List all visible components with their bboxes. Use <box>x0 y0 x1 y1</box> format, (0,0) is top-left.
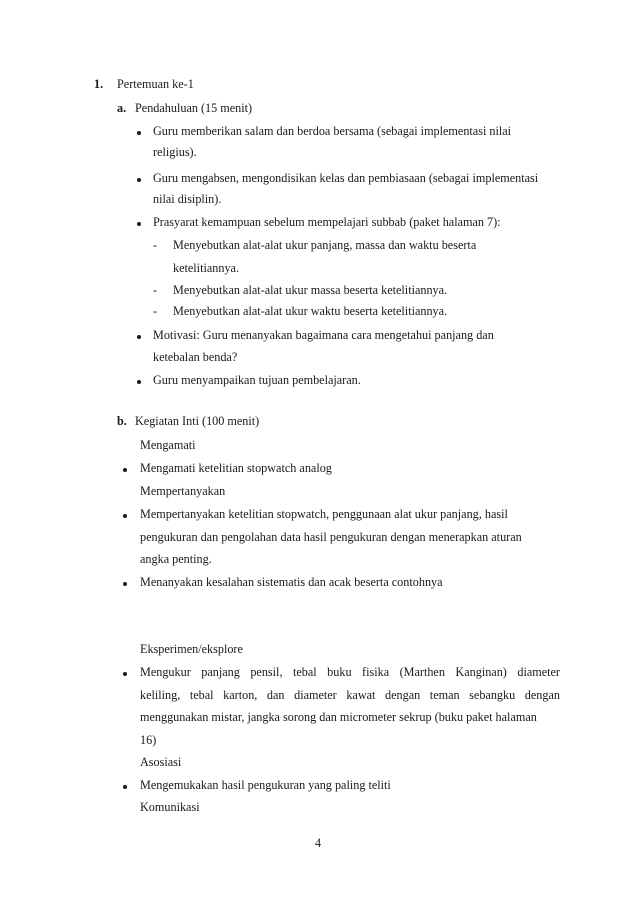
list-item-continuation: pengukuran dan pengolahan data hasil pengukuran dengan menerapkan aturan <box>140 530 522 544</box>
bullet-icon <box>123 514 127 518</box>
list-item-continuation: ketebalan benda? <box>153 350 238 364</box>
bullet-icon <box>123 785 127 789</box>
list-item-continuation: angka penting. <box>140 552 212 566</box>
sub-list-item: Menyebutkan alat-alat ukur massa beserta ketelitiannya. <box>173 283 448 297</box>
list-item: Guru menyampaikan tujuan pembelajaran. <box>153 373 361 387</box>
list-item: Menanyakan kesalahan sistematis dan acak beserta contohnya <box>140 575 443 589</box>
subheading-asosiasi: Asosiasi <box>140 755 182 769</box>
sub-list-item-continuation: ketelitiannya. <box>173 261 239 275</box>
subheading-eksperimen: Eksperimen/eksplore <box>140 642 243 656</box>
list-item: Mengukur panjang pensil, tebal buku fisika (Marthen Kanginan) diameter <box>140 665 560 679</box>
sub-list-item: Menyebutkan alat-alat ukur panjang, massa dan waktu beserta <box>173 238 477 252</box>
section-a-title: Pendahuluan (15 menit) <box>135 101 253 115</box>
dash-icon: - <box>153 283 158 297</box>
dash-icon: - <box>153 238 158 252</box>
section-b-title: Kegiatan Inti (100 menit) <box>135 414 260 428</box>
list-item-continuation: 16) <box>140 733 157 747</box>
sub-list-item: Menyebutkan alat-alat ukur waktu beserta ketelitiannya. <box>173 304 448 318</box>
list-item: Mengemukakan hasil pengukuran yang paling teliti <box>140 778 391 792</box>
bullet-icon <box>137 178 141 182</box>
list-item-continuation: religius). <box>153 145 197 159</box>
page-number: 4 <box>315 836 322 850</box>
list-item: Mempertanyakan ketelitian stopwatch, penggunaan alat ukur panjang, hasil <box>140 507 508 521</box>
bullet-icon <box>137 380 141 384</box>
bullet-icon <box>137 335 141 339</box>
list-item: Mengamati ketelitian stopwatch analog <box>140 461 332 475</box>
subheading-mengamati: Mengamati <box>140 438 196 452</box>
dash-icon: - <box>153 304 158 318</box>
heading-title: Pertemuan ke-1 <box>117 77 194 91</box>
heading-number: 1. <box>94 77 104 91</box>
list-item: Prasyarat kemampuan sebelum mempelajari subbab (paket halaman 7): <box>153 215 501 229</box>
subheading-mempertanyakan: Mempertanyakan <box>140 484 226 498</box>
section-b-letter: b. <box>117 414 127 428</box>
section-a-letter: a. <box>117 101 127 115</box>
list-item: Guru mengabsen, mengondisikan kelas dan pembiasaan (sebagai implementasi <box>153 171 539 185</box>
bullet-icon <box>123 468 127 472</box>
bullet-icon <box>137 222 141 226</box>
list-item-continuation: keliling, tebal karton, dan diameter kawat dengan teman sebangku dengan <box>140 688 560 702</box>
subheading-komunikasi: Komunikasi <box>140 800 200 814</box>
bullet-icon <box>123 582 127 586</box>
list-item-continuation: nilai disiplin). <box>153 192 222 206</box>
bullet-icon <box>123 672 127 676</box>
list-item: Motivasi: Guru menanyakan bagaimana cara mengetahui panjang dan <box>153 328 494 342</box>
bullet-icon <box>137 131 141 135</box>
list-item-continuation: menggunakan mistar, jangka sorong dan micrometer sekrup (buku paket halaman <box>140 710 537 724</box>
list-item: Guru memberikan salam dan berdoa bersama (sebagai implementasi nilai <box>153 124 512 138</box>
